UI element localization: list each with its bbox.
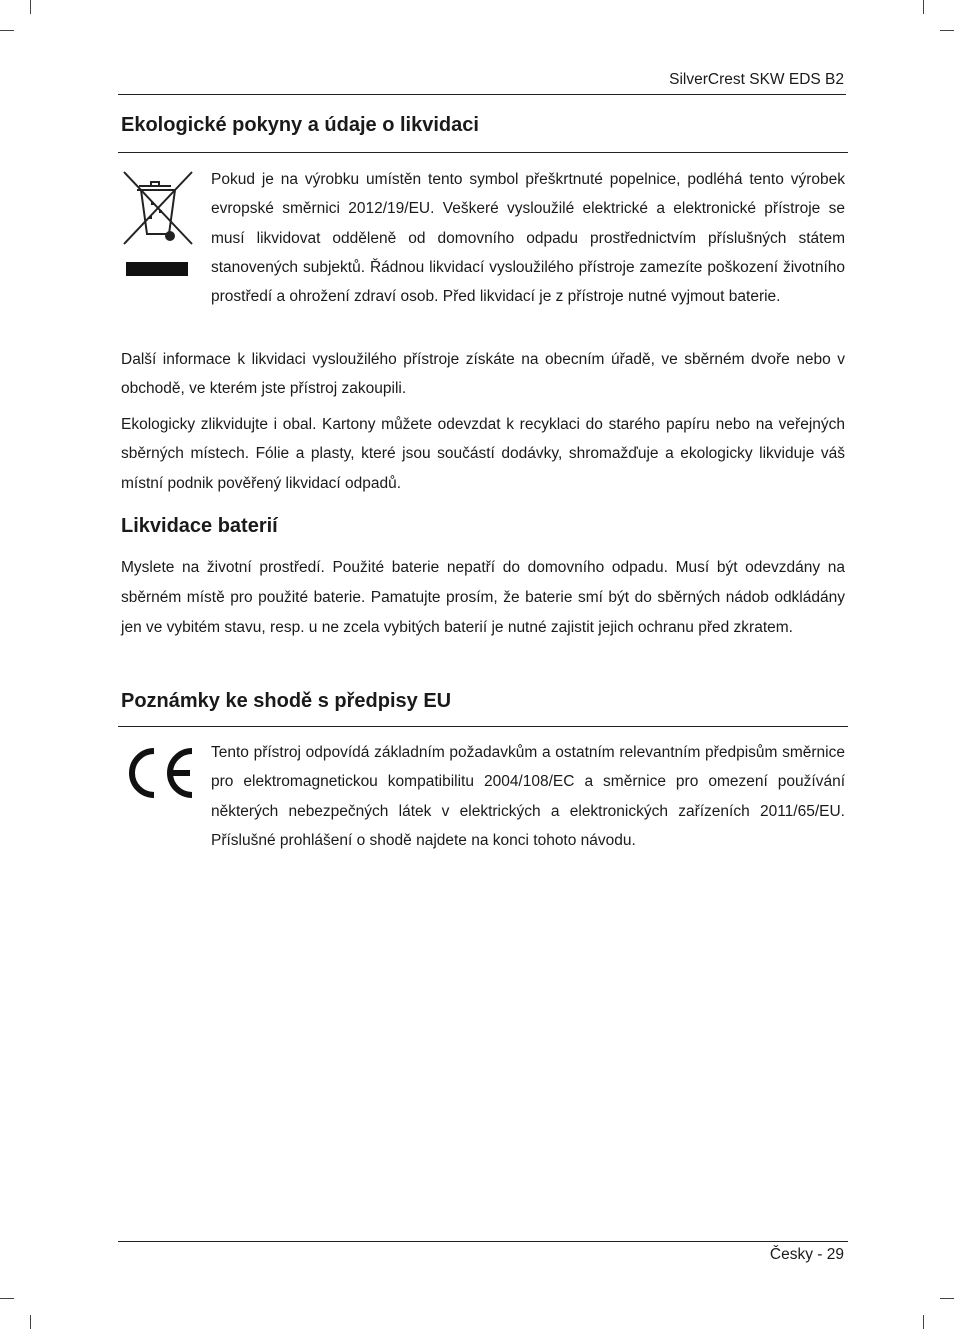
crop-mark <box>0 30 14 31</box>
section-title-disposal: Ekologické pokyny a údaje o likvidaci <box>121 114 479 136</box>
paragraph-disposal-info: Další informace k likvidaci vysloužilého přístroje získáte na obecním úřadě, ve sběrném dvoře nebo v obchodě, ve kterém jste přístroj zakoupili. <box>121 351 845 398</box>
paragraph-disposal-symbol: Pokud je na výrobku umístěn tento symbol přeškrtnuté popelnice, podléhá tento výrobek evropské směrnici 2012/19/EU. Veškeré vysloužilé elektrické a elektronické přístroje se musí likvidovat odděleně od domovního odpadu prostřednictvím příslušných státem stanovených subjektů. Řádnou likvidací vysloužilého přístroje zamezíte poškození životního prostředí a ohrožení zdraví osob. Před likvidací je z přístroje nutné vyjmout baterie. <box>211 171 845 306</box>
crossed-out-wheelie-bin-icon <box>121 170 195 285</box>
ce-mark-icon <box>121 745 197 806</box>
section-title-batteries: Likvidace baterií <box>121 515 278 537</box>
section-rule <box>118 726 848 727</box>
crop-mark <box>940 1298 954 1299</box>
footer-rule <box>118 1241 848 1242</box>
section-title-eu: Poznámky ke shodě s předpisy EU <box>121 690 452 712</box>
crop-mark <box>940 30 954 31</box>
section-rule <box>118 152 848 153</box>
crop-mark <box>923 1315 924 1329</box>
page-number: Česky - 29 <box>769 1246 844 1263</box>
paragraph-packaging: Ekologicky zlikvidujte i obal. Kartony můžete odevzdat k recyklaci do starého papíru nebo na veřejných sběrných místech. Fólie a plasty, které jsou součástí dodávky, shromažďuje a ekologicky likviduje váš místní podnik pověřený likvidací odpadů. <box>121 416 845 492</box>
crop-mark <box>0 1298 14 1299</box>
paragraph-eu-conformity: Tento přístroj odpovídá základním požadavkům a ostatním relevantním předpisům směrnice pro elektromagnetickou kompatibilitu 2004/108/EC a směrnice pro omezení používání některých nebezpečných látek v elektrických a elektronických zařízeních 2011/65/EU. Příslušné prohlášení o shodě najdete na konci tohoto návodu. <box>211 744 845 849</box>
crop-mark <box>30 1315 31 1329</box>
header-product-name: SilverCrest SKW EDS B2 <box>669 71 844 88</box>
crop-mark <box>923 0 924 14</box>
paragraph-batteries: Myslete na životní prostředí. Použité baterie nepatří do domovního odpadu. Musí být odevzdány na sběrném místě pro použité baterie. Pamatujte prosím, že baterie smí být do sběrných nádob odkládány jen ve vybitém stavu, resp. u ne zcela vybitých baterií je nutné zajistit jejich ochranu před zkratem. <box>121 559 845 636</box>
crop-mark <box>30 0 31 14</box>
header-rule <box>118 94 846 95</box>
